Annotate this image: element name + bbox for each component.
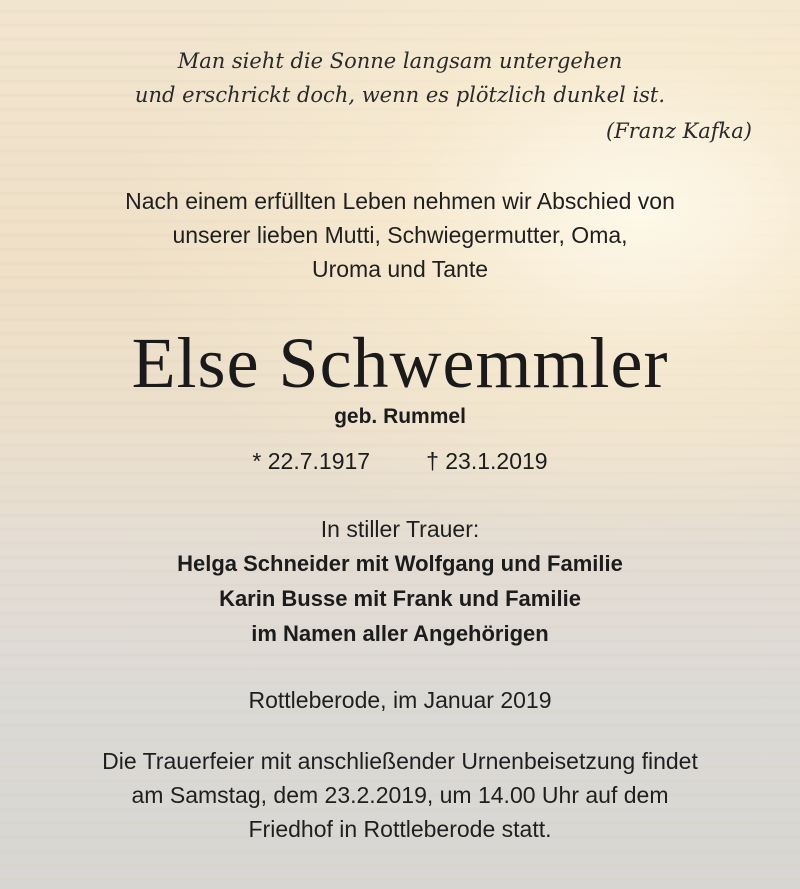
mourner-1: Helga Schneider mit Wolfgang und Familie xyxy=(177,551,623,576)
ceremony-line-3: Friedhof in Rottleberode statt. xyxy=(248,816,552,842)
birth-name: geb. Rummel xyxy=(334,405,466,428)
mourning-heading: In stiller Trauer: xyxy=(320,516,480,542)
mourners-list xyxy=(0,546,800,651)
deceased-name: Else Schwemmler xyxy=(131,323,669,403)
intro-text xyxy=(0,184,800,286)
mourner-2: Karin Busse mit Frank und Familie xyxy=(219,586,581,611)
ceremony-line-1: Die Trauerfeier mit anschließender Urnenbeisetzung findet xyxy=(102,748,698,774)
quote-line-1: Man sieht die Sonne langsam untergehen xyxy=(177,49,623,73)
place-date: Rottleberode, im Januar 2019 xyxy=(248,687,552,713)
ceremony-info xyxy=(0,744,800,846)
life-dates xyxy=(0,446,800,476)
birth-date: * 22.7.1917 xyxy=(252,448,371,474)
ceremony-line-2: am Samstag, dem 23.2.2019, um 14.00 Uhr auf dem xyxy=(131,782,669,808)
death-date: † 23.1.2019 xyxy=(426,448,548,474)
mourner-3: im Namen aller Angehörigen xyxy=(251,621,549,646)
intro-line-3: Uroma und Tante xyxy=(311,256,488,282)
quote-author: (Franz Kafka) xyxy=(605,119,752,143)
quote-line-2: und erschrickt doch, wenn es plötzlich dunkel ist. xyxy=(134,83,666,107)
intro-line-1: Nach einem erfüllten Leben nehmen wir Abschied von xyxy=(125,188,675,214)
intro-line-2: unserer lieben Mutti, Schwiegermutter, Oma, xyxy=(172,222,628,248)
